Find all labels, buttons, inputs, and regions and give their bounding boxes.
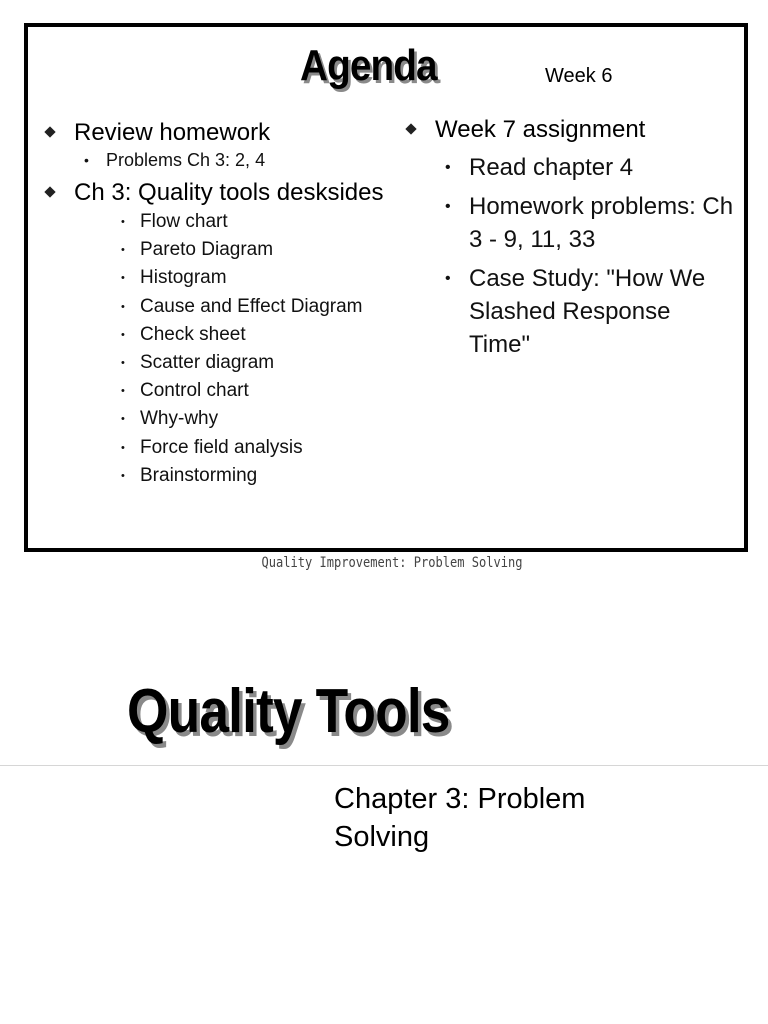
agenda-title: Agenda <box>300 41 437 90</box>
assignment-label: Read chapter 4 <box>469 154 634 181</box>
agenda-item-review-homework <box>44 118 424 148</box>
slide-footer: Quality Improvement: Problem Solving <box>261 555 523 571</box>
dot-bullet-icon: • <box>121 244 125 257</box>
diamond-bullet-icon <box>44 186 55 197</box>
tool-label: Flow chart <box>140 211 228 232</box>
dot-bullet-icon: • <box>121 469 125 482</box>
tool-list-container <box>44 208 424 490</box>
tool-list-item <box>44 462 424 490</box>
dot-bullet-icon: • <box>121 328 125 341</box>
dot-bullet-icon: • <box>121 357 125 370</box>
agenda-sublist <box>44 148 424 172</box>
dot-bullet-icon: • <box>121 272 125 285</box>
tool-label: Brainstorming <box>140 464 258 486</box>
title-slide-heading: Quality Tools <box>127 677 450 746</box>
assignment-item <box>405 190 735 256</box>
diamond-bullet-icon <box>44 126 55 137</box>
assignment-label: Case Study: "How We Slashed Response Time" <box>469 265 706 358</box>
tool-list <box>44 208 424 490</box>
tool-label: Force field analysis <box>140 436 303 458</box>
agenda-subitem <box>44 148 424 172</box>
tool-label: Histogram <box>140 267 227 289</box>
agenda-item-label: Ch 3: Quality tools desksides <box>74 179 384 206</box>
diamond-bullet-icon <box>405 123 416 134</box>
tool-label: Scatter diagram <box>140 352 275 374</box>
assignment-list-container <box>405 151 735 361</box>
tool-label: Pareto Diagram <box>140 239 274 261</box>
tool-list-item <box>44 405 424 433</box>
dot-bullet-icon: • <box>121 300 125 313</box>
tool-list-item <box>44 208 424 236</box>
tool-list-item <box>44 434 424 462</box>
agenda-item-quality-tools <box>44 178 424 208</box>
tool-list-item <box>44 264 424 292</box>
title-divider <box>0 765 768 766</box>
tool-label: Check sheet <box>140 323 246 345</box>
agenda-item-label: Week 7 assignment <box>435 116 646 143</box>
assignment-label: Homework problems: Ch 3 - 9, 11, 33 <box>469 193 734 253</box>
dot-bullet-icon: • <box>445 198 451 215</box>
dot-bullet-icon: • <box>121 385 125 398</box>
tool-list-item <box>44 349 424 377</box>
assignment-item <box>405 262 735 361</box>
tool-list-item <box>44 377 424 405</box>
agenda-sublist-container <box>44 148 424 172</box>
dot-bullet-icon: • <box>445 270 451 287</box>
assignment-item <box>405 151 735 184</box>
tool-label: Cause and Effect Diagram <box>140 295 363 317</box>
tool-list-item <box>44 293 424 321</box>
dot-bullet-icon: • <box>121 441 125 454</box>
week-label: Week 6 <box>545 65 613 87</box>
title-slide-subtitle: Chapter 3: Problem Solving <box>334 783 586 853</box>
tool-label: Control chart <box>140 380 249 402</box>
dot-bullet-icon: • <box>121 413 125 426</box>
agenda-item-label: Review homework <box>74 119 271 146</box>
tool-list-item <box>44 321 424 349</box>
agenda-left-column <box>44 118 424 490</box>
dot-bullet-icon: • <box>445 159 451 176</box>
tool-list-item <box>44 236 424 264</box>
agenda-right-column <box>405 115 735 361</box>
tool-label: Why-why <box>140 408 219 430</box>
assignment-list <box>405 151 735 361</box>
dot-bullet-icon: • <box>84 152 89 168</box>
agenda-item-week7-assignment <box>405 115 735 145</box>
dot-bullet-icon: • <box>121 216 125 228</box>
agenda-subitem-label: Problems Ch 3: 2, 4 <box>106 150 266 170</box>
